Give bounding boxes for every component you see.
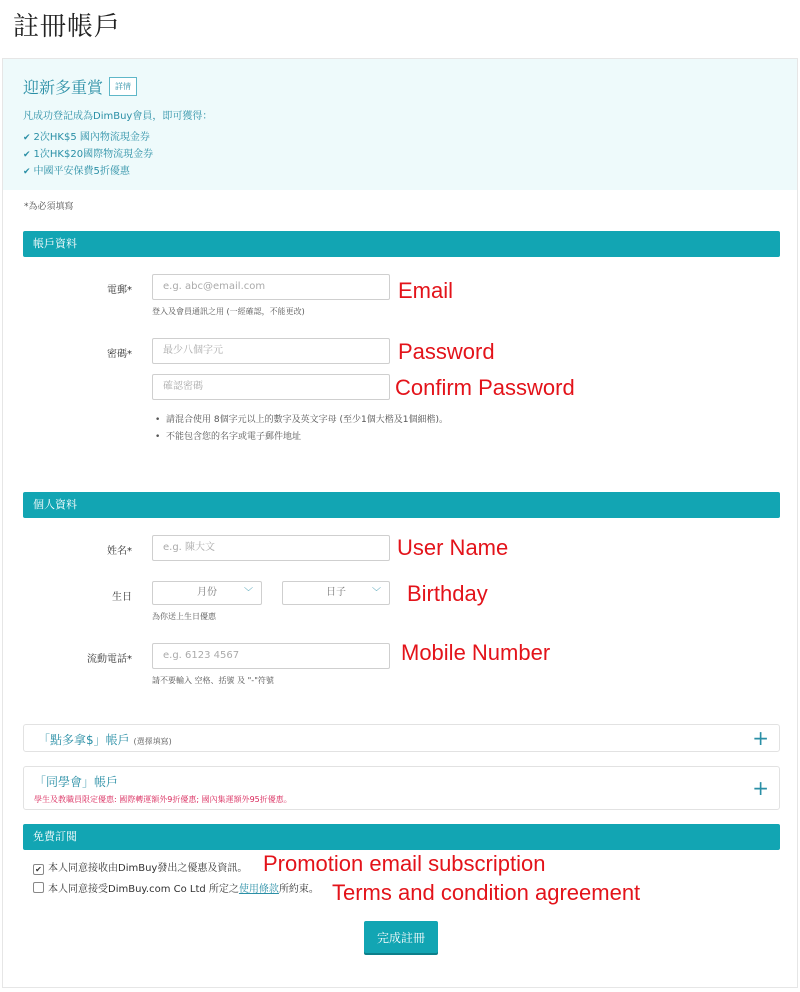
terms-link[interactable]: 使用條款 [238,884,279,895]
account-section-header: 帳戶資料 [23,231,780,257]
terms-checkbox[interactable] [33,882,44,893]
dimdo-account-panel[interactable] [23,724,780,752]
promo-banner [3,59,797,190]
user-name-annotation: User Name [397,535,509,560]
promo-detail-button[interactable]: 詳情 [109,77,137,96]
name-field[interactable]: e.g. 陳大文 [152,535,390,561]
email-field[interactable]: e.g. abc@email.com [152,274,390,300]
promo-email-annotation: Promotion email subscription [263,851,546,876]
mobile-annotation: Mobile Number [401,640,551,665]
expand-plus-icon[interactable]: + [752,726,769,750]
password-label: 密碼* [107,349,132,360]
birth-month-select[interactable]: 月份 ﹀ [152,581,262,605]
subscription-section-header: 免費訂閱 [23,824,780,850]
email-hint: 登入及會員通訊之用 (一經確認，不能更改) [152,307,305,316]
submit-button[interactable]: 完成註冊 [364,921,438,953]
password-rule: • 請混合使用 8個字元以上的數字及英文字母 (至少1個大楷及1個細楷)。 [155,415,448,425]
page-title: 註冊帳戶 [13,12,122,42]
promo-title: 迎新多重賞 [23,78,104,97]
password-field[interactable]: 最少八個字元 [152,338,390,364]
birthday-label: 生日 [112,592,132,603]
optional-note: (選擇填寫) [133,737,172,746]
mobile-hint: 請不要輸入 空格、括號 及 "-"符號 [152,676,274,685]
email-annotation: Email [398,278,454,303]
birth-day-select[interactable]: 日子 ﹀ [282,581,390,605]
terms-row: 本人同意接受DimBuy.com Co Ltd 所定之使用條款所約束。 [33,880,319,895]
password-annotation: Password [398,339,495,364]
chevron-down-icon: ﹀ [243,588,253,598]
mobile-field[interactable]: e.g. 6123 4567 [152,643,390,669]
promo-subscription-label: 本人同意接收由DimBuy發出之優惠及資訊。 [48,863,248,874]
password-rule: • 不能包含您的名字或電子郵件地址 [155,432,302,442]
birthday-hint: 為你送上生日優惠 [152,612,216,621]
alumni-offer-text: 學生及教職員限定優惠: 國際轉運額外9折優惠; 國內集運額外95折優惠。 [34,795,292,804]
required-note: *為必須填寫 [24,202,74,212]
promo-subscription-row [33,859,247,875]
alumni-account-panel[interactable] [23,766,780,810]
promo-perk: ✔ 1次HK$20國際物流現金券 [23,149,154,160]
birthday-annotation: Birthday [407,581,488,606]
chevron-down-icon: ﹀ [371,588,381,598]
name-label: 姓名* [107,546,132,557]
alumni-account-title: 「同學會」帳戶 [34,775,119,789]
mobile-label: 流動電話* [87,654,132,665]
promo-perk: ✔ 2次HK$5 國內物流現金券 [23,132,150,143]
email-label: 電郵* [107,285,132,296]
promo-subtitle: 凡成功登記成為DimBuy會員，即可獲得： [23,111,213,122]
check-icon: ✔ [23,133,31,143]
promo-perk: ✔ 中國平安保費5折優惠 [23,166,130,177]
personal-section-header: 個人資料 [23,492,780,518]
promo-subscription-checkbox[interactable]: ✔ [33,864,44,875]
check-icon: ✔ [23,150,31,160]
check-icon: ✔ [23,167,31,177]
confirm-password-annotation: Confirm Password [395,375,575,400]
confirm-password-field[interactable]: 確認密碼 [152,374,390,400]
terms-annotation: Terms and condition agreement [332,880,641,905]
dimdo-account-title: 「點多拿$」帳戶 [38,733,130,747]
expand-plus-icon[interactable]: + [752,776,769,800]
